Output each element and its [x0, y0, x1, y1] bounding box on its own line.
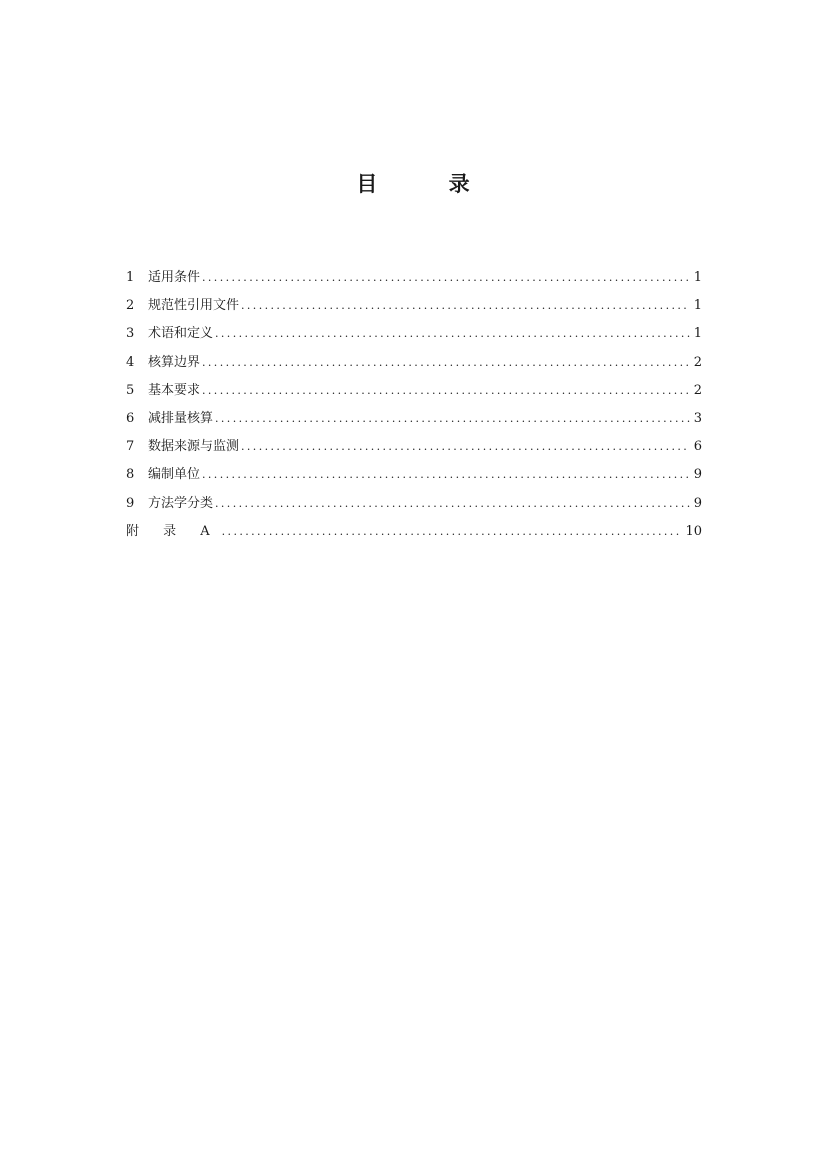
toc-entry-label: 编制单位 [148, 467, 201, 483]
toc-entry-2[interactable] [126, 292, 702, 320]
dot-leader [202, 349, 690, 377]
dot-leader [215, 490, 690, 518]
toc-entry-label: 术语和定义 [148, 326, 214, 342]
toc-entry-page: 9 [693, 467, 702, 483]
dot-leader [222, 518, 682, 546]
dot-leader [241, 433, 690, 461]
toc-entry-label: 适用条件 [148, 270, 201, 285]
dot-leader [202, 264, 690, 292]
toc-entry-label: 附 录 A [126, 523, 220, 539]
dot-leader [215, 405, 690, 433]
toc-entry-number: 7 [126, 439, 135, 455]
toc-entry-7[interactable] [126, 433, 702, 461]
toc-entry-4[interactable] [126, 349, 702, 377]
toc-entry-page: 10 [685, 523, 702, 539]
toc-entry-9[interactable] [126, 490, 702, 518]
toc-entry-number: 1 [126, 270, 135, 285]
toc-entry-page: 6 [693, 439, 702, 455]
toc-entry-number: 3 [126, 326, 135, 342]
toc-entry-label: 减排量核算 [148, 410, 214, 426]
toc-entry-number: 6 [126, 410, 135, 426]
dot-leader [215, 320, 690, 348]
toc-entry-number: 2 [126, 298, 135, 314]
toc-entry-page: 1 [693, 270, 702, 285]
toc-entry-6[interactable] [126, 405, 702, 433]
toc-entry-8[interactable] [126, 461, 702, 489]
toc-entry-page: 9 [693, 495, 702, 511]
table-of-contents [126, 264, 702, 546]
toc-entry-5[interactable] [126, 377, 702, 405]
dot-leader [202, 461, 690, 489]
toc-entry-label: 基本要求 [148, 382, 201, 398]
toc-entry-label: 核算边界 [148, 354, 201, 370]
toc-entry-label: 方法学分类 [148, 495, 214, 511]
toc-entry-number: 8 [126, 467, 135, 483]
toc-entry-page: 1 [693, 326, 702, 342]
page-title: 目 录 [356, 172, 502, 196]
toc-entry-page: 2 [693, 354, 702, 370]
toc-entry-appendix[interactable] [126, 518, 702, 546]
toc-entry-number: 4 [126, 354, 135, 370]
dot-leader [241, 292, 690, 320]
toc-entry-3[interactable] [126, 320, 702, 348]
toc-entry-page: 1 [693, 298, 702, 314]
toc-entry-label: 数据来源与监测 [148, 439, 240, 455]
toc-entry-page: 2 [693, 382, 702, 398]
toc-entry-label: 规范性引用文件 [148, 298, 240, 314]
toc-entry-page: 3 [693, 410, 702, 426]
dot-leader [202, 377, 690, 405]
toc-entry-1[interactable] [126, 264, 702, 292]
toc-entry-number: 9 [126, 495, 135, 511]
toc-entry-number: 5 [126, 382, 135, 398]
